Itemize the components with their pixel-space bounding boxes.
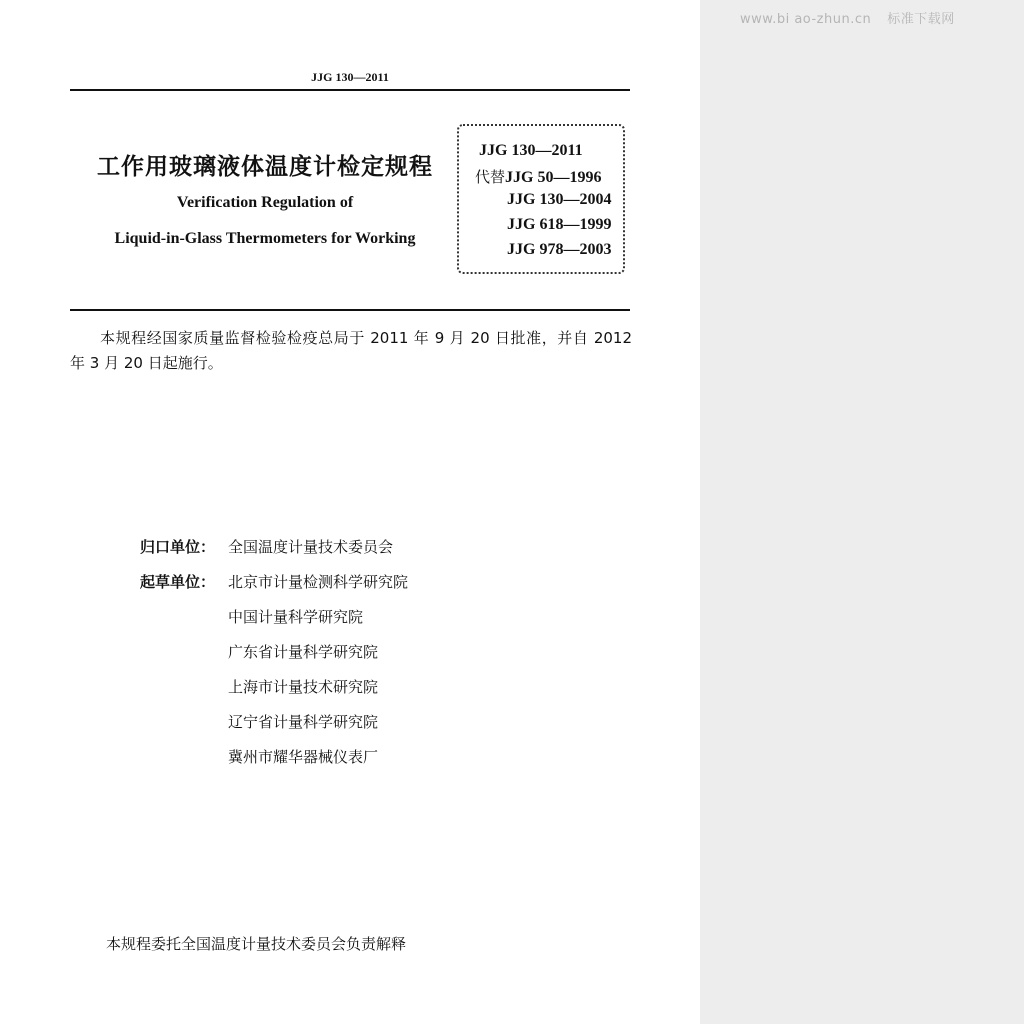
replaces-label: 代替 xyxy=(475,168,506,186)
title-chinese: 工作用玻璃液体温度计检定规程 xyxy=(97,154,433,180)
drafting-unit: 北京市计量检测科学研究院 xyxy=(228,573,409,591)
drafting-unit: 中国计量科学研究院 xyxy=(228,608,364,626)
watermark-site-name: 标准下载网 xyxy=(887,12,955,27)
drafting-unit-row xyxy=(140,746,560,781)
replaces-line xyxy=(475,166,601,187)
drafting-unit: 广东省计量科学研究院 xyxy=(228,643,379,661)
site-watermark xyxy=(740,8,1020,27)
drafting-unit: 冀州市耀华器械仪表厂 xyxy=(228,748,379,766)
replaced-code: JJG 978—2003 xyxy=(507,241,612,258)
drafting-unit-row xyxy=(140,606,560,641)
responsible-unit-row xyxy=(140,536,560,571)
running-header-code: JJG 130—2011 xyxy=(311,70,389,84)
drafting-unit-row xyxy=(140,641,560,676)
watermark-url: www.bi ao-zhun.cn xyxy=(740,12,872,27)
replaced-code: JJG 50—1996 xyxy=(505,169,602,186)
header-rule xyxy=(70,89,630,91)
drafting-unit: 辽宁省计量科学研究院 xyxy=(228,713,379,731)
title-english-line-1: Verification Regulation of xyxy=(176,194,354,211)
replaced-code: JJG 130—2004 xyxy=(507,191,612,208)
title-english-line-2: Liquid-in-Glass Thermometers for Working xyxy=(114,230,416,247)
page-margin-background xyxy=(700,0,1024,1024)
drafting-unit-row xyxy=(140,676,560,711)
current-standard-code: JJG 130—2011 xyxy=(479,142,583,159)
drafting-unit-row xyxy=(140,571,560,606)
drafting-unit-row xyxy=(140,711,560,746)
responsible-unit-label: 归口单位： xyxy=(140,538,216,556)
section-rule xyxy=(70,309,630,311)
interpretation-note: 本规程委托全国温度计量技术委员会负责解释 xyxy=(106,935,407,953)
responsible-unit: 全国温度计量技术委员会 xyxy=(228,538,394,556)
organizations-block xyxy=(140,536,560,781)
replaced-code: JJG 618—1999 xyxy=(507,216,612,233)
drafting-unit: 上海市计量技术研究院 xyxy=(228,678,379,696)
standard-code-box xyxy=(457,124,625,274)
approval-statement: 本规程经国家质量监督检验检疫总局于 2011 年 9 月 20 日批准，并自 2012 年 3 月 20 日起施行。 xyxy=(70,329,632,372)
drafting-unit-label: 起草单位： xyxy=(140,573,216,591)
